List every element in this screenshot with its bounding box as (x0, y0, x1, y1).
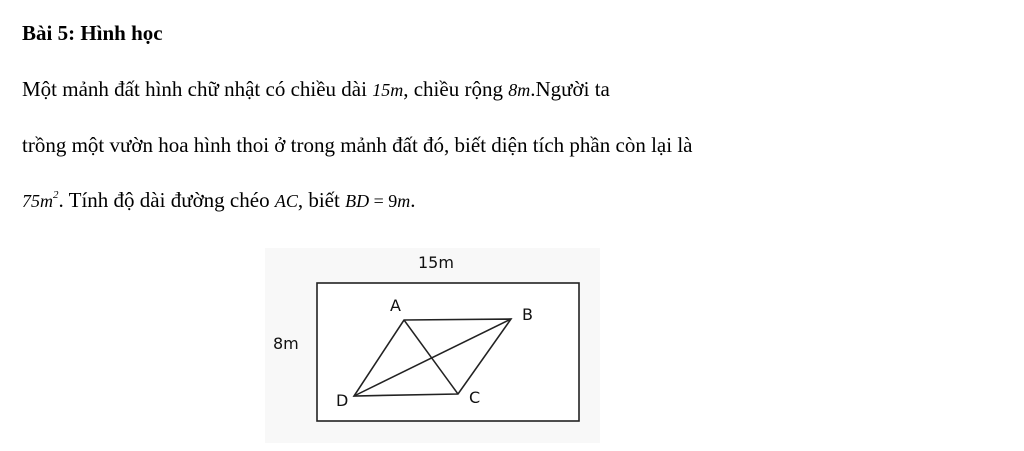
line2-text: trồng một vườn hoa hình thoi ở trong mảnh đất đó, biết diện tích phần còn lại là (22, 133, 693, 157)
line1-text-b: , chiều rộng (403, 77, 509, 101)
label-vertex-d: D (336, 391, 349, 410)
problem-title: Bài 5: Hình học (22, 21, 163, 45)
math-bd-unit: m (397, 191, 411, 211)
label-vertex-a: A (390, 296, 401, 315)
line3-text-a: . Tính độ dài đường chéo (58, 188, 275, 212)
math-bd-num: 9 (388, 191, 398, 211)
line1-text-a: Một mảnh đất hình chữ nhật có chiều dài (22, 77, 373, 101)
label-vertex-b: B (522, 305, 533, 324)
figure-svg (265, 248, 600, 443)
problem-line-1 (22, 76, 610, 103)
math-bd-eq: = (369, 191, 389, 211)
line1-text-c: .Người ta (530, 77, 610, 101)
problem-line-2 (22, 132, 692, 158)
land-rectangle (317, 283, 579, 421)
math-bd (345, 188, 410, 212)
line3-text-c: . (410, 188, 416, 212)
label-vertex-c: C (469, 388, 481, 407)
rhombus-figure (265, 248, 600, 443)
math-length: 15m (372, 80, 404, 100)
problem-line-3 (22, 187, 416, 214)
math-bd-lhs: BD (345, 191, 370, 211)
line3-text-b: , biết (297, 188, 346, 212)
label-width: 8m (273, 334, 299, 353)
math-area (22, 191, 59, 211)
math-width: 8m (508, 80, 531, 100)
math-area-base: 75m (22, 191, 53, 211)
label-length: 15m (418, 253, 454, 272)
math-ac: AC (274, 191, 298, 211)
math-area-exponent: 2 (53, 189, 59, 201)
